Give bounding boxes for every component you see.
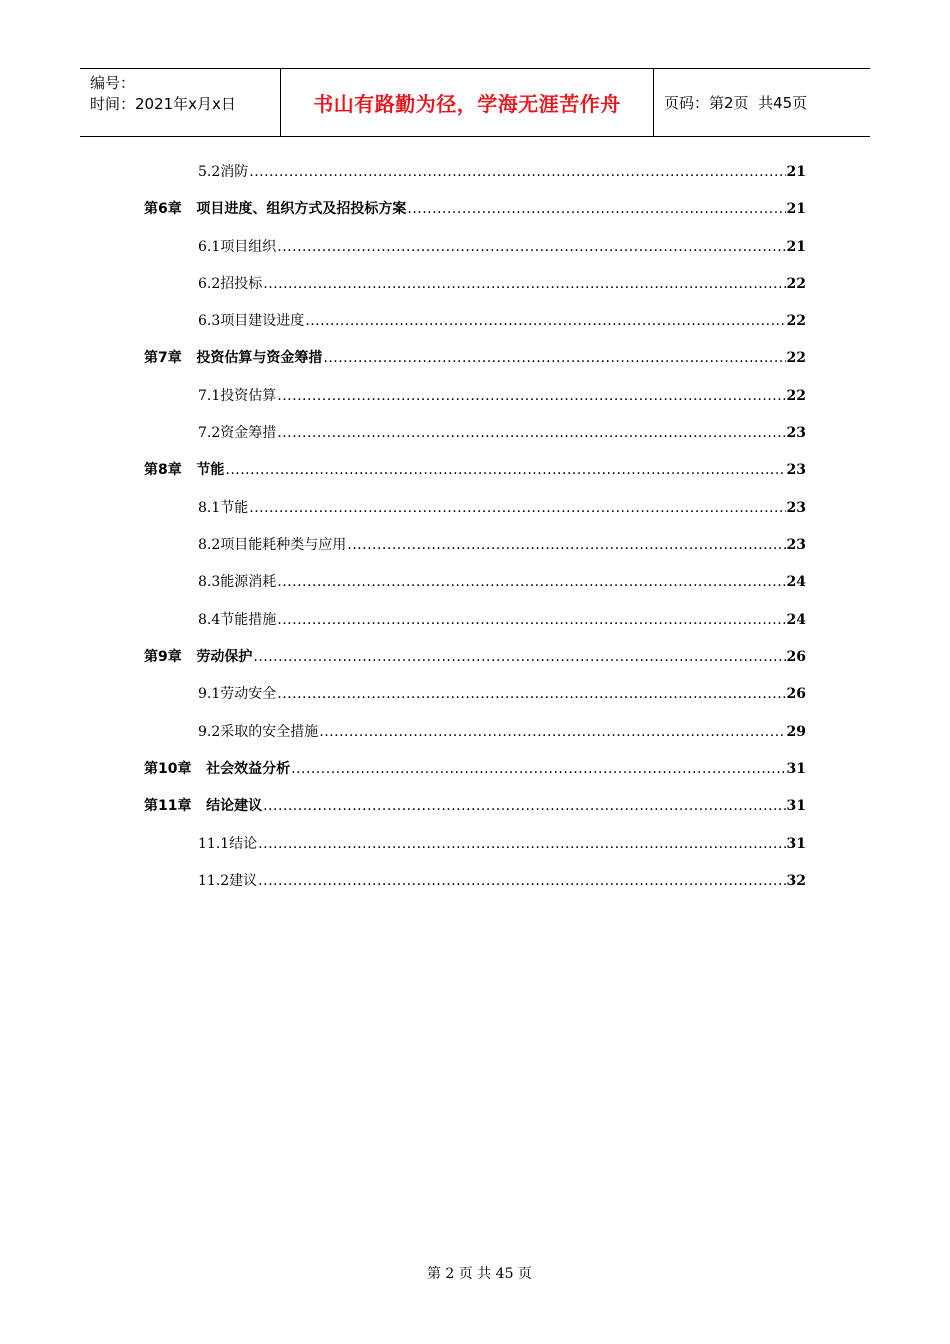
toc-leader-dots [277, 388, 785, 404]
page-footer [0, 1247, 950, 1283]
toc-entry[interactable] [198, 609, 806, 629]
toc-leader-dots [277, 574, 785, 590]
toc-entry-label: 8.3能源消耗 [198, 574, 277, 590]
toc-entry[interactable] [198, 236, 806, 256]
header-motto: 书山有路勤为径，学海无涯苦作舟 [281, 69, 654, 136]
toc-entry[interactable] [198, 721, 806, 741]
toc-entry-page: 31 [786, 798, 806, 814]
toc-leader-dots [249, 164, 785, 180]
toc-entry-label: 9.2采取的安全措施 [198, 724, 319, 740]
toc-leader-dots [277, 425, 785, 441]
toc-entry-page: 26 [786, 686, 806, 702]
document-number-label: 编号： [90, 74, 136, 92]
toc-entry-page: 29 [786, 724, 806, 740]
toc-entry-label: 9.1劳动安全 [198, 686, 277, 702]
toc-leader-dots [277, 239, 785, 255]
header-page-info [654, 69, 870, 136]
toc-entry-label: 11.2建议 [198, 873, 258, 889]
toc-entry-label: 第8章 节能 [144, 462, 225, 478]
toc-leader-dots [263, 798, 785, 814]
toc-entry-page: 31 [786, 761, 806, 777]
toc-entry-page: 26 [786, 649, 806, 665]
toc-entry-label: 第6章 项目进度、组织方式及招投标方案 [144, 201, 407, 217]
toc-entry-page: 22 [786, 388, 806, 404]
toc-entry-page: 24 [786, 574, 806, 590]
toc-leader-dots [249, 500, 785, 516]
toc-entry-page: 23 [786, 500, 806, 516]
toc-entry-page: 21 [786, 164, 806, 180]
toc-entry[interactable] [198, 273, 806, 293]
toc-entry-label: 6.3项目建设进度 [198, 313, 305, 329]
document-date: 时间：2021年x月x日 [90, 95, 236, 113]
toc-entry-label: 7.1投资估算 [198, 388, 277, 404]
toc-leader-dots [407, 201, 785, 217]
toc-leader-dots [277, 612, 785, 628]
toc-entry-label: 8.2项目能耗种类与应用 [198, 537, 347, 553]
toc-entry-page: 22 [786, 313, 806, 329]
header-page-text: 页码：第2页 共45页 [664, 94, 808, 112]
toc-entry[interactable] [144, 459, 806, 479]
toc-entry-page: 32 [786, 873, 806, 889]
toc-entry[interactable] [198, 870, 806, 890]
toc-leader-dots [253, 649, 785, 665]
toc-entry-page: 21 [786, 201, 806, 217]
toc-entry-label: 第7章 投资估算与资金筹措 [144, 350, 323, 366]
toc-entry-page: 24 [786, 612, 806, 628]
toc-entry-page: 22 [786, 276, 806, 292]
toc-entry-label: 11.1结论 [198, 836, 258, 852]
toc-entry[interactable] [198, 534, 806, 554]
toc-entry[interactable] [198, 161, 806, 181]
toc-entry[interactable] [144, 758, 806, 778]
toc-entry-label: 6.1项目组织 [198, 239, 277, 255]
toc-entry-label: 8.4节能措施 [198, 612, 277, 628]
toc-leader-dots [225, 462, 785, 478]
toc-entry[interactable] [198, 571, 806, 591]
toc-entry[interactable] [198, 497, 806, 517]
toc-leader-dots [347, 537, 785, 553]
toc-entry-label: 5.2消防 [198, 164, 249, 180]
toc-entry[interactable] [198, 385, 806, 405]
toc-leader-dots [319, 724, 785, 740]
toc-entry-page: 23 [786, 537, 806, 553]
toc-entry-page: 31 [786, 836, 806, 852]
toc-leader-dots [291, 761, 785, 777]
toc-entry[interactable] [144, 347, 806, 367]
toc-entry-label: 第10章 社会效益分析 [144, 761, 291, 777]
header-meta [80, 69, 281, 136]
toc-entry[interactable] [198, 422, 806, 442]
toc-entry-label: 8.1节能 [198, 500, 249, 516]
toc-leader-dots [258, 836, 785, 852]
toc-leader-dots [263, 276, 785, 292]
toc-entry[interactable] [198, 310, 806, 330]
toc-entry[interactable] [144, 198, 806, 218]
toc-entry-label: 第11章 结论建议 [144, 798, 263, 814]
toc-leader-dots [258, 873, 785, 889]
toc-entry-page: 22 [786, 350, 806, 366]
toc-entry-label: 第9章 劳动保护 [144, 649, 253, 665]
toc-leader-dots [323, 350, 785, 366]
toc-entry[interactable] [198, 833, 806, 853]
page-header [80, 68, 870, 137]
toc-entry[interactable] [144, 795, 806, 815]
footer-page-number: 第 2 页 共 45 页 [426, 1266, 532, 1282]
toc-leader-dots [277, 686, 785, 702]
toc-entry-label: 7.2资金筹措 [198, 425, 277, 441]
toc-entry-label: 6.2招投标 [198, 276, 263, 292]
toc-entry[interactable] [144, 646, 806, 666]
toc-entry[interactable] [198, 683, 806, 703]
toc-entry-page: 23 [786, 425, 806, 441]
toc-leader-dots [305, 313, 785, 329]
toc-entry-page: 23 [786, 462, 806, 478]
toc-entry-page: 21 [786, 239, 806, 255]
